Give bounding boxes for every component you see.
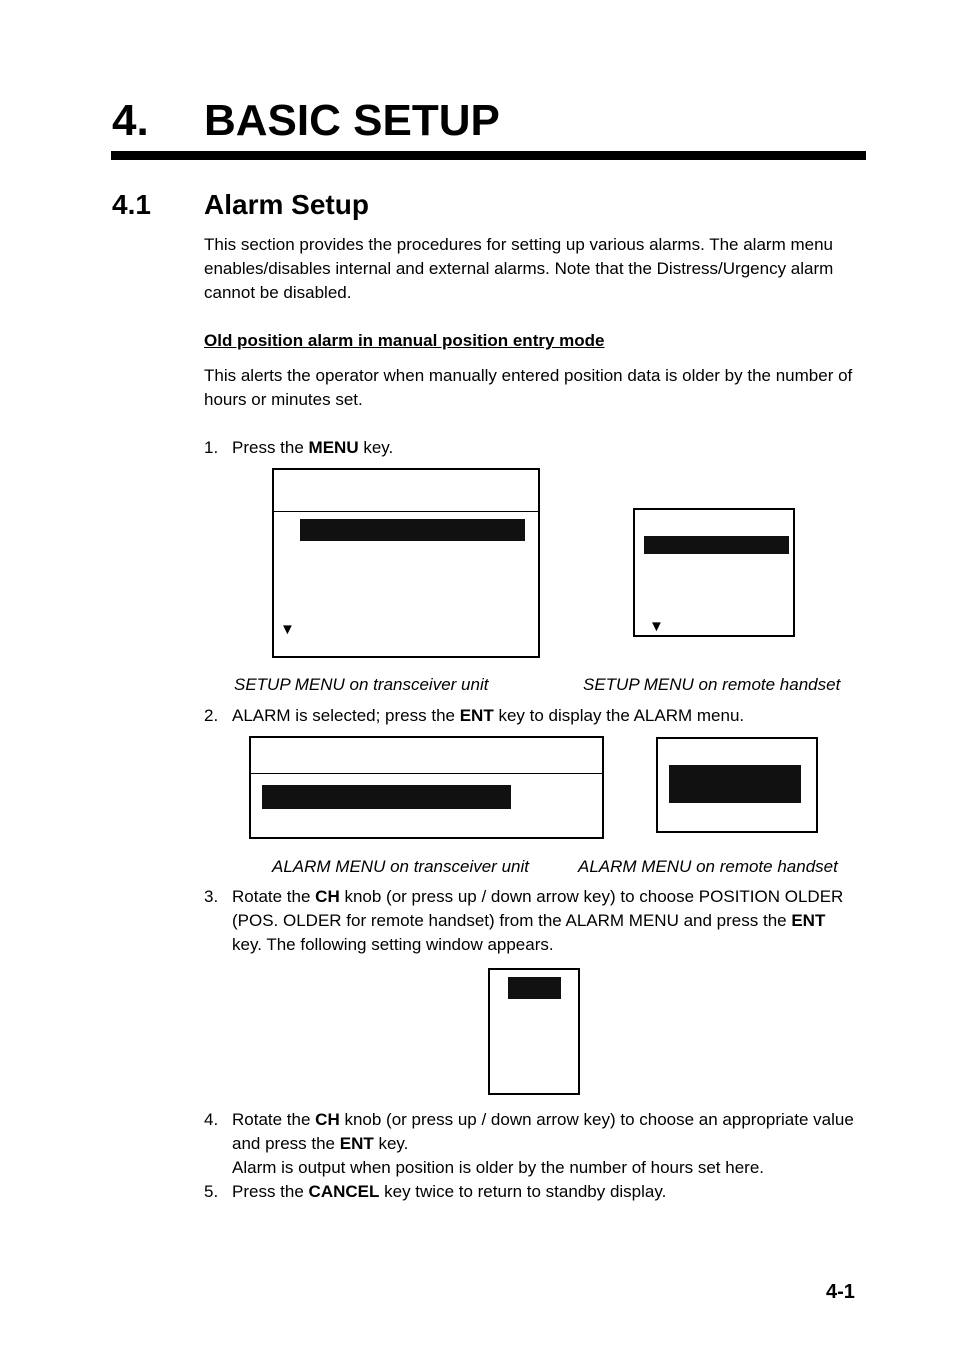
step-number: 2. [204, 706, 219, 725]
title-divider [251, 773, 602, 774]
key-name: ENT [339, 1134, 374, 1153]
selected-item-highlight [644, 536, 789, 554]
caption-alarm-transceiver: ALARM MENU on transceiver unit [272, 857, 529, 876]
step-number: 5. [204, 1182, 219, 1201]
key-name: ENT [459, 706, 494, 725]
step-number: 3. [204, 887, 219, 906]
alarm-menu-handset-screen [656, 737, 818, 833]
selected-item-highlight [669, 765, 801, 803]
key-name: CH [315, 1110, 340, 1129]
intro-paragraph: This section provides the procedures for setting up various alarms. The alarm menu enables/disables internal and external alarms. Note that the Distress/Urgency alarm cannot be disabled. [204, 235, 834, 302]
down-triangle-icon: ▼ [649, 618, 664, 635]
step-2: 2. ALARM is selected; press the ENT key to display the ALARM menu. [204, 704, 874, 728]
subheading: Old position alarm in manual position entry mode [204, 331, 605, 350]
title-divider [274, 511, 538, 512]
section-title: Alarm Setup [204, 189, 369, 220]
step-number: 4. [204, 1110, 219, 1129]
setting-window-screen [488, 968, 580, 1095]
step-3: 3. Rotate the CH knob (or press up / down arrow key) to choose POSITION OLDER (POS. OLDER for remote handset) from the ALARM MENU and press the ENT key. The following setting window appears. [204, 887, 844, 954]
description-paragraph: This alerts the operator when manually entered position data is older by the number of hours or minutes set. [204, 366, 853, 409]
selected-item-highlight [300, 519, 525, 541]
key-name: CANCEL [308, 1182, 380, 1201]
down-triangle-icon: ▼ [280, 621, 295, 638]
step-note: Alarm is output when position is older by the number of hours set here. [232, 1158, 765, 1177]
caption-setup-handset: SETUP MENU on remote handset [583, 675, 841, 694]
caption-alarm-handset: ALARM MENU on remote handset [578, 857, 838, 876]
caption-setup-transceiver: SETUP MENU on transceiver unit [234, 675, 489, 694]
selected-value-highlight [508, 977, 561, 999]
setup-menu-transceiver-screen [272, 468, 540, 658]
section-number: 4.1 [112, 189, 151, 220]
step-number: 1. [204, 438, 219, 457]
chapter-title: BASIC SETUP [204, 96, 500, 145]
step-4: 4. Rotate the CH knob (or press up / down arrow key) to choose an appropriate value and press the ENT key. Alarm is output when position is older by the number of hours set here. [204, 1110, 854, 1177]
chapter-divider [111, 151, 866, 160]
step-5: 5. Press the CANCEL key twice to return to standby display. [204, 1180, 874, 1204]
selected-item-highlight [262, 785, 511, 809]
key-name: ENT [791, 911, 826, 930]
key-name: MENU [308, 438, 359, 457]
chapter-number: 4. [112, 96, 149, 145]
key-name: CH [315, 887, 340, 906]
step-1: 1. Press the MENU key. [204, 436, 874, 460]
page-number: 4-1 [826, 1281, 855, 1303]
setup-menu-handset-screen [633, 508, 795, 637]
alarm-menu-transceiver-screen [249, 736, 604, 839]
